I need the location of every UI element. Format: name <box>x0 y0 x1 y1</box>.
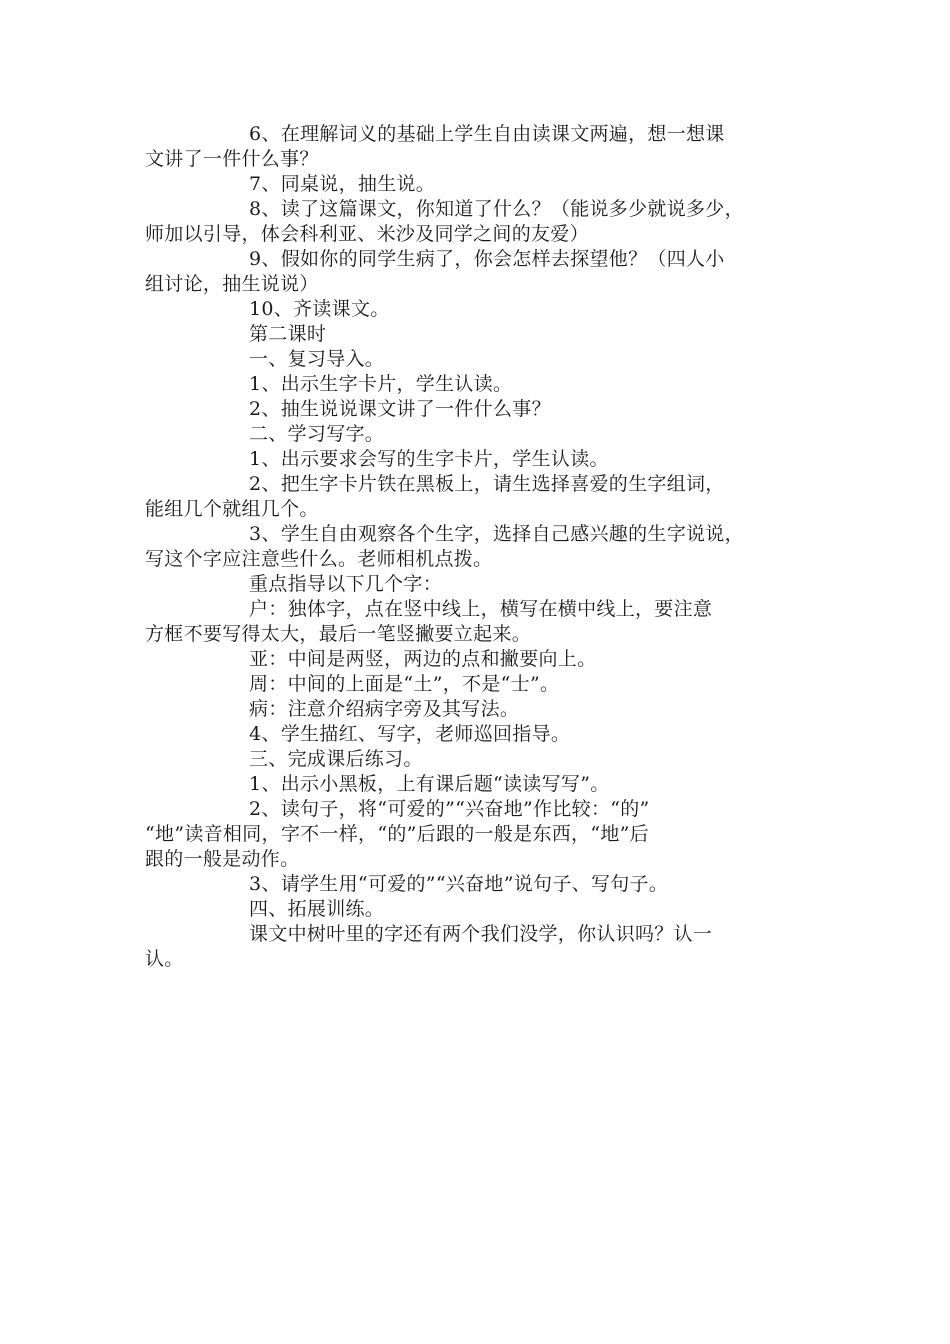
section-heading: 二、学习写字。 <box>249 423 385 445</box>
document-page <box>145 122 825 972</box>
section-heading: 四、拓展训练。 <box>249 898 385 920</box>
text-line: 1、出示生字卡片，学生认读。 <box>249 373 513 395</box>
text-line: 病：注意介绍病字旁及其写法。 <box>249 698 520 720</box>
text-line: “地”读音相同，字不一样，“的”后跟的一般是东西，“地”后 <box>145 823 649 845</box>
text-line: 重点指导以下几个字： <box>249 573 443 595</box>
text-line: 3、学生自由观察各个生字，选择自己感兴趣的生字说说， <box>249 523 744 545</box>
text-line: 亚：中间是两竖，两边的点和撇要向上。 <box>249 648 597 670</box>
text-line: 6、在理解词义的基础上学生自由读课文两遍，想一想课 <box>249 123 725 145</box>
text-line: 组讨论，抽生说说） <box>145 273 319 295</box>
text-line: 8、读了这篇课文，你知道了什么？（能说多少就说多少， <box>249 198 744 220</box>
text-line: 1、出示要求会写的生字卡片，学生认读。 <box>249 448 609 470</box>
text-line: 2、把生字卡片铁在黑板上，请生选择喜爱的生字组词， <box>249 473 725 495</box>
text-line: 认。 <box>145 948 184 970</box>
text-line: 1、出示小黑板，上有课后题“读读写写”。 <box>249 773 610 795</box>
text-line: 能组几个就组几个。 <box>145 498 319 520</box>
text-line: 师加以引导，体会科利亚、米沙及同学之间的友爱） <box>145 223 589 245</box>
text-line: 2、读句子，将“可爱的”“兴奋地”作比较：“的” <box>249 798 650 820</box>
text-line: 7、同桌说，抽生说。 <box>249 173 436 195</box>
text-line: 9、假如你的同学生病了，你会怎样去探望他？（四人小 <box>249 248 725 270</box>
text-line: 4、学生描红、写字，老师巡回指导。 <box>249 723 571 745</box>
text-line: 户：独体字，点在竖中线上，横写在横中线上，要注意 <box>249 598 713 620</box>
section-heading: 三、完成课后练习。 <box>249 748 423 770</box>
text-line: 周：中间的上面是“土”，不是“士”。 <box>249 673 560 695</box>
text-line: 2、抽生说说课文讲了一件什么事？ <box>249 398 551 420</box>
text-line: 跟的一般是动作。 <box>145 848 300 870</box>
section-heading: 第二课时 <box>249 323 327 345</box>
text-line: 文讲了一件什么事？ <box>145 148 319 170</box>
text-line: 3、请学生用“可爱的”“兴奋地”说句子、写句子。 <box>249 873 669 895</box>
text-line: 写这个字应注意些什么。老师相机点拨。 <box>145 548 493 570</box>
text-line: 课文中树叶里的字还有两个我们没学，你认识吗？认一 <box>249 923 713 945</box>
text-line: 方框不要写得太大，最后一笔竖撇要立起来。 <box>145 623 532 645</box>
section-heading: 一、复习导入。 <box>249 348 385 370</box>
text-line: 10、齐读课文。 <box>249 298 390 320</box>
